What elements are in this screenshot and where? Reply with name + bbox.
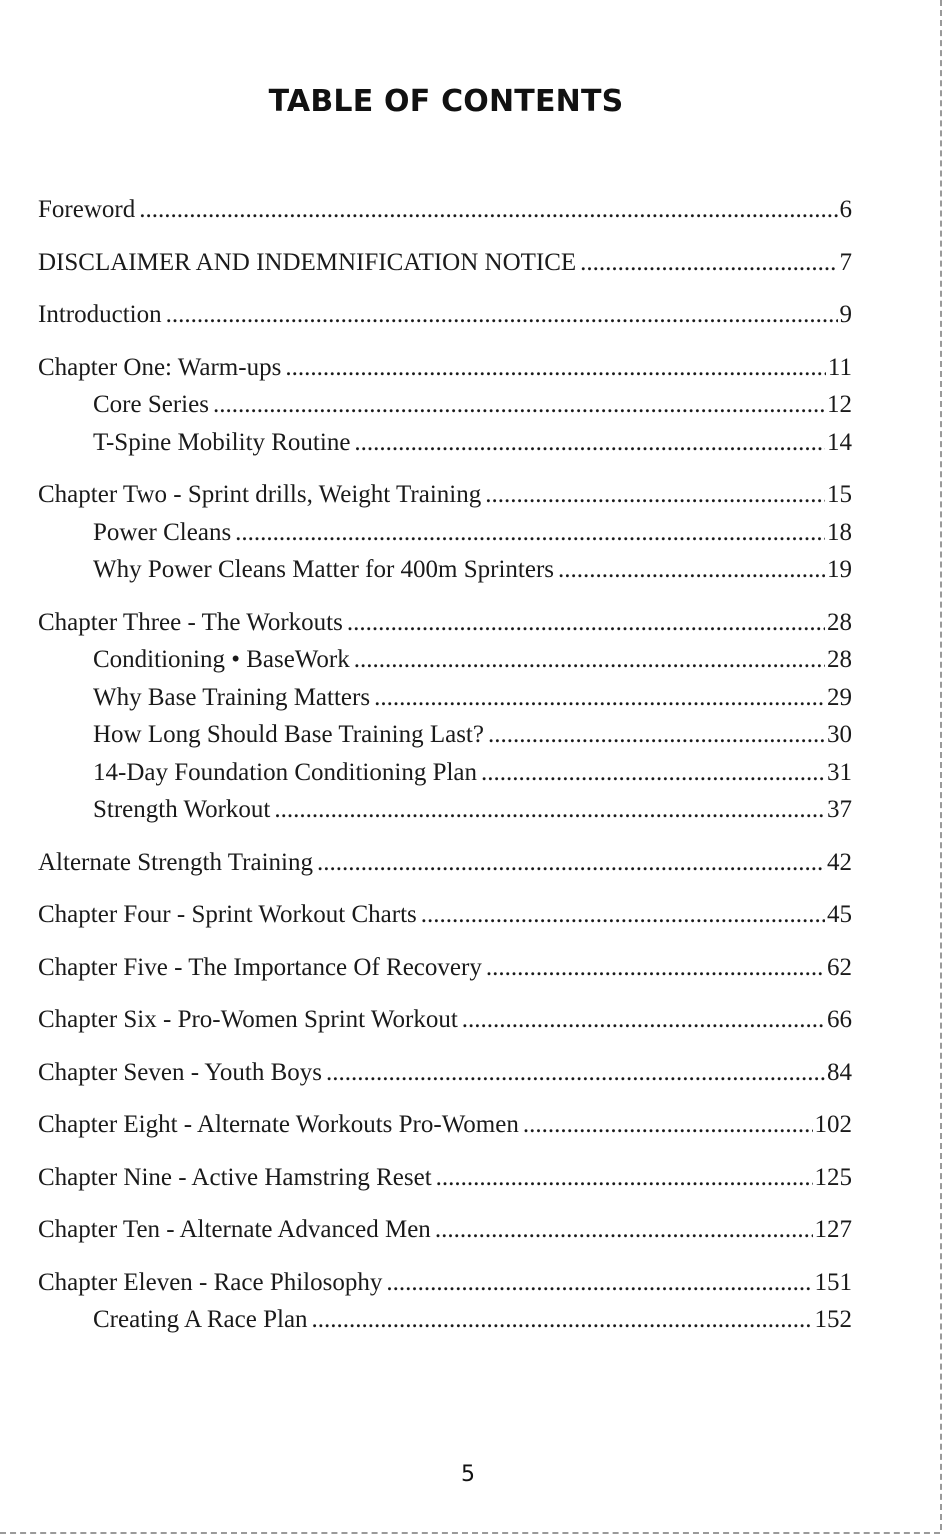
- page-title: TABLE OF CONTENTS: [268, 84, 624, 119]
- toc-entry-label: Why Power Cleans Matter for 400m Sprinters: [93, 556, 555, 583]
- toc-dot-leader: [421, 896, 825, 934]
- page-number: 5: [461, 1462, 475, 1487]
- toc-entry-label: Chapter Six - Pro-Women Sprint Workout: [38, 1006, 458, 1033]
- toc-subentry: [38, 386, 852, 424]
- toc-entry: [38, 1159, 852, 1197]
- toc-subentry: [38, 1301, 852, 1339]
- toc-entry-page: 37: [827, 796, 852, 823]
- toc-entry-page: 15: [827, 481, 852, 508]
- toc-group: [38, 191, 852, 229]
- toc-entry-label: How Long Should Base Training Last?: [93, 721, 484, 748]
- toc-subentry: [38, 424, 852, 462]
- toc-entry-label: DISCLAIMER AND INDEMNIFICATION NOTICE: [38, 248, 577, 276]
- toc-group: [38, 844, 852, 882]
- toc-entry: [38, 949, 852, 987]
- toc-entry: [38, 296, 852, 334]
- toc-entry-label: T-Spine Mobility Routine: [93, 428, 351, 456]
- toc-subentry: [38, 551, 852, 589]
- toc-subentry: [38, 679, 852, 717]
- toc-dot-leader: [354, 641, 825, 679]
- toc-group: [38, 1106, 852, 1144]
- toc-entry-page: 151: [814, 1268, 852, 1296]
- toc-group: [38, 296, 852, 334]
- table-of-contents: [38, 191, 852, 1354]
- toc-dot-leader: [166, 296, 838, 334]
- toc-entry-label: Power Cleans: [93, 518, 232, 546]
- toc-entry-page: 30: [827, 721, 852, 748]
- toc-entry: [38, 1054, 852, 1092]
- toc-entry-page: 18: [827, 518, 852, 546]
- toc-entry-page: 11: [827, 353, 852, 381]
- toc-entry-page: 9: [839, 301, 852, 328]
- toc-entry-page: 28: [827, 646, 852, 673]
- toc-entry-page: 125: [814, 1163, 852, 1191]
- toc-entry: [38, 476, 852, 514]
- toc-entry-page: 127: [814, 1216, 852, 1243]
- toc-entry-label: Chapter One: Warm-ups: [38, 353, 282, 381]
- toc-entry-label: Strength Workout: [93, 796, 271, 823]
- toc-group: [38, 896, 852, 934]
- toc-group: [38, 349, 852, 462]
- toc-dot-leader: [486, 949, 825, 987]
- toc-entry-page: 84: [827, 1058, 852, 1086]
- toc-entry: [38, 604, 852, 642]
- toc-group: [38, 476, 852, 589]
- toc-entry-label: Chapter Nine - Active Hamstring Reset: [38, 1163, 432, 1191]
- toc-dot-leader: [580, 244, 837, 282]
- page-edge-right: [940, 0, 942, 1530]
- toc-group: [38, 1159, 852, 1197]
- toc-dot-leader: [374, 679, 825, 717]
- toc-entry: [38, 244, 852, 282]
- toc-entry-label: Core Series: [93, 391, 209, 418]
- toc-entry-label: Conditioning • BaseWork: [93, 646, 350, 673]
- toc-entry-label: Creating A Race Plan: [93, 1306, 308, 1333]
- toc-entry-page: 12: [827, 391, 852, 418]
- toc-dot-leader: [558, 551, 825, 589]
- toc-entry-page: 19: [827, 556, 852, 583]
- toc-dot-leader: [354, 424, 825, 462]
- toc-dot-leader: [139, 191, 837, 229]
- toc-group: [38, 949, 852, 987]
- toc-dot-leader: [317, 844, 825, 882]
- toc-entry-label: Alternate Strength Training: [38, 848, 313, 876]
- toc-group: [38, 244, 852, 282]
- toc-entry-label: Chapter Five - The Importance Of Recovery: [38, 953, 482, 981]
- toc-entry: [38, 349, 852, 387]
- toc-entry-label: Chapter Four - Sprint Workout Charts: [38, 901, 417, 928]
- toc-entry-page: 6: [839, 196, 852, 223]
- toc-dot-leader: [523, 1106, 813, 1144]
- toc-group: [38, 1001, 852, 1039]
- toc-dot-leader: [235, 514, 825, 552]
- toc-dot-leader: [386, 1264, 812, 1302]
- toc-entry-label: Introduction: [38, 301, 162, 328]
- toc-entry-page: 42: [827, 848, 852, 876]
- toc-subentry: [38, 514, 852, 552]
- toc-entry: [38, 844, 852, 882]
- toc-dot-leader: [347, 604, 825, 642]
- toc-group: [38, 604, 852, 829]
- toc-entry-label: 14-Day Foundation Conditioning Plan: [93, 758, 478, 786]
- toc-subentry: [38, 791, 852, 829]
- toc-entry-label: Foreword: [38, 196, 136, 223]
- toc-entry-page: 45: [827, 901, 852, 928]
- toc-entry: [38, 1264, 852, 1302]
- toc-entry: [38, 1106, 852, 1144]
- toc-entry-label: Chapter Two - Sprint drills, Weight Training: [38, 481, 482, 508]
- toc-group: [38, 1054, 852, 1092]
- toc-dot-leader: [285, 349, 826, 387]
- toc-dot-leader: [213, 386, 825, 424]
- toc-dot-leader: [435, 1211, 813, 1249]
- toc-entry: [38, 1211, 852, 1249]
- toc-entry-page: 14: [827, 428, 852, 456]
- toc-entry: [38, 191, 852, 229]
- toc-entry-page: 31: [827, 758, 852, 786]
- toc-entry-page: 28: [827, 608, 852, 636]
- toc-group: [38, 1211, 852, 1249]
- page-edge-bottom: [0, 1532, 940, 1534]
- toc-entry-page: 66: [827, 1006, 852, 1033]
- toc-entry-label: Chapter Eight - Alternate Workouts Pro-Women: [38, 1111, 519, 1138]
- toc-dot-leader: [312, 1301, 813, 1339]
- toc-subentry: [38, 716, 852, 754]
- toc-entry-page: 29: [827, 683, 852, 711]
- toc-dot-leader: [485, 476, 825, 514]
- toc-entry-label: Chapter Ten - Alternate Advanced Men: [38, 1216, 431, 1243]
- toc-dot-leader: [274, 791, 825, 829]
- toc-entry-label: Chapter Three - The Workouts: [38, 608, 343, 636]
- toc-entry: [38, 896, 852, 934]
- toc-dot-leader: [436, 1159, 813, 1197]
- toc-dot-leader: [462, 1001, 825, 1039]
- toc-dot-leader: [488, 716, 825, 754]
- toc-subentry: [38, 641, 852, 679]
- toc-entry-label: Why Base Training Matters: [93, 683, 371, 711]
- toc-entry-label: Chapter Seven - Youth Boys: [38, 1058, 323, 1086]
- toc-dot-leader: [481, 754, 825, 792]
- toc-entry-label: Chapter Eleven - Race Philosophy: [38, 1268, 383, 1296]
- toc-dot-leader: [326, 1054, 825, 1092]
- toc-entry-page: 62: [827, 953, 852, 981]
- toc-group: [38, 1264, 852, 1339]
- toc-subentry: [38, 754, 852, 792]
- toc-entry: [38, 1001, 852, 1039]
- toc-entry-page: 102: [814, 1111, 852, 1138]
- toc-entry-page: 152: [814, 1306, 852, 1333]
- toc-entry-page: 7: [839, 248, 852, 276]
